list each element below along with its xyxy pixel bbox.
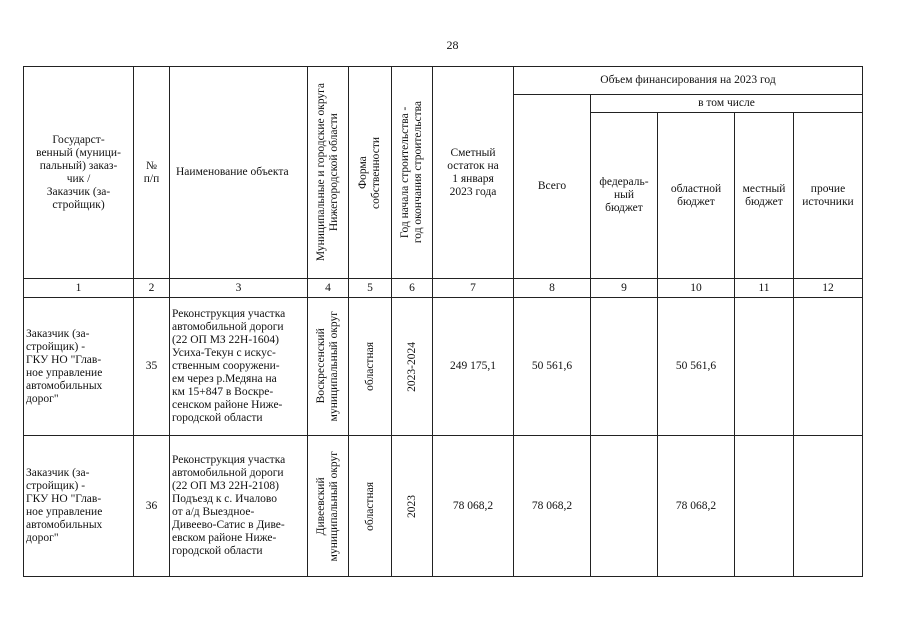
header-including: в том числе xyxy=(591,95,863,113)
column-number: 6 xyxy=(392,279,433,298)
row-years: 2023 xyxy=(405,494,418,518)
row-num: 35 xyxy=(134,298,170,436)
row-ownership: областная xyxy=(363,481,376,531)
table-row xyxy=(24,298,863,436)
row-other xyxy=(794,436,863,577)
table-row xyxy=(24,436,863,577)
column-number: 5 xyxy=(349,279,392,298)
header-balance: Сметный остаток на 1 января 2023 года xyxy=(433,67,514,279)
column-number-row xyxy=(24,279,863,298)
column-number: 9 xyxy=(591,279,658,298)
header-num: № п/п xyxy=(134,67,170,279)
row-federal xyxy=(591,436,658,577)
column-number: 8 xyxy=(514,279,591,298)
column-number: 12 xyxy=(794,279,863,298)
row-local xyxy=(735,436,794,577)
header-customer: Государст- венный (муници- пальный) заказ- чик / Заказчик (за- стройщик) xyxy=(24,67,134,279)
row-local xyxy=(735,298,794,436)
header-regional: областной бюджет xyxy=(658,113,735,279)
column-number: 1 xyxy=(24,279,134,298)
row-balance: 249 175,1 xyxy=(433,298,514,436)
header-total: Всего xyxy=(514,95,591,279)
row-customer: Заказчик (за- стройщик) - ГКУ НО "Глав- ное управление автомобильных дорог" xyxy=(24,436,134,577)
row-municipality: Воскресенский муниципальный округ xyxy=(315,311,340,422)
row-municipality: Дивеевский муниципальный округ xyxy=(315,450,340,562)
page-number: 28 xyxy=(446,38,459,52)
row-total: 78 068,2 xyxy=(514,436,591,577)
row-regional: 50 561,6 xyxy=(658,298,735,436)
row-federal xyxy=(591,298,658,436)
column-number: 11 xyxy=(735,279,794,298)
row-num: 36 xyxy=(134,436,170,577)
header-municipality: Муниципальные и городские округа Нижегородской области xyxy=(315,83,340,262)
row-object: Реконструкция участка автомобильной дороги (22 ОП МЗ 22Н-2108) Подъезд к с. Ичалово от а/д Выездное- Дивеево-Сатис в Диве- евском районе Ниже- городской области xyxy=(170,436,308,577)
column-number: 4 xyxy=(308,279,349,298)
row-ownership: областная xyxy=(363,342,376,391)
header-ownership: Форма собственности xyxy=(357,136,382,209)
header-other: прочие источники xyxy=(794,113,863,279)
row-total: 50 561,6 xyxy=(514,298,591,436)
financing-table xyxy=(23,66,863,577)
header-federal: федераль- ный бюджет xyxy=(591,113,658,279)
header-financing: Объем финансирования на 2023 год xyxy=(514,67,863,95)
row-object: Реконструкция участка автомобильной дороги (22 ОП МЗ 22Н-1604) Усиха-Текун с искус- ственным сооружени- ем через р.Медяна на км 15+847 в Воскре- сенском районе Ниже- городской области xyxy=(170,298,308,436)
row-balance: 78 068,2 xyxy=(433,436,514,577)
header-local: местный бюджет xyxy=(735,113,794,279)
column-number: 3 xyxy=(170,279,308,298)
column-number: 7 xyxy=(433,279,514,298)
row-regional: 78 068,2 xyxy=(658,436,735,577)
row-other xyxy=(794,298,863,436)
header-years: Год начала строительства - год окончания строительства xyxy=(399,101,424,244)
header-object-name: Наименование объекта xyxy=(170,67,308,279)
row-years: 2023-2024 xyxy=(405,341,418,392)
column-number: 2 xyxy=(134,279,170,298)
column-number: 10 xyxy=(658,279,735,298)
row-customer: Заказчик (за- стройщик) - ГКУ НО "Глав- ное управление автомобильных дорог" xyxy=(24,298,134,436)
